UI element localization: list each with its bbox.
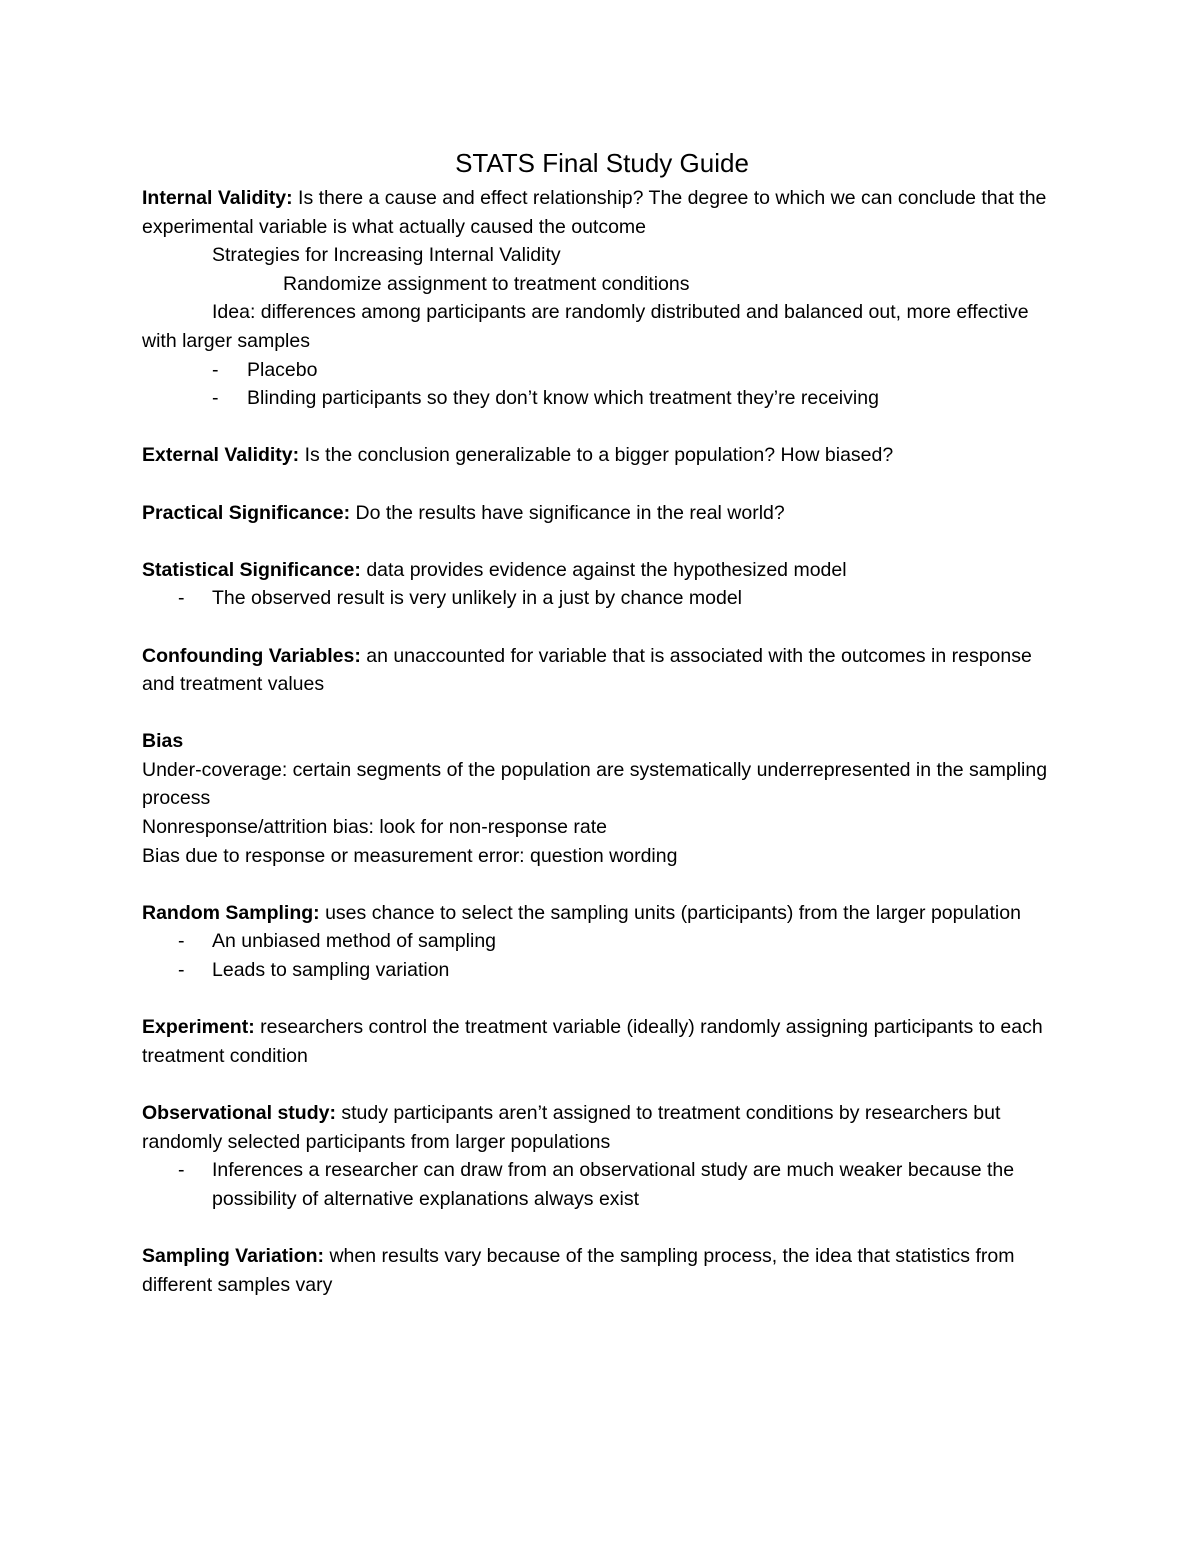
experiment-text: researchers control the treatment variable (ideally) randomly assigning participants to each treatment condition	[142, 1016, 1043, 1067]
bias-line: Nonresponse/attrition bias: look for non-response rate	[142, 816, 608, 839]
list-item-text: Placebo	[247, 358, 318, 381]
practical-significance-definition	[142, 499, 1062, 528]
practical-significance-text: Do the results have significance in the real world?	[350, 501, 785, 524]
observational-study-definition	[142, 1099, 1062, 1156]
page-title: STATS Final Study Guide	[455, 148, 749, 178]
statistical-significance-text: data provides evidence against the hypothesized model	[360, 558, 847, 581]
list-item-text: Inferences a researcher can draw from an observational study are much weaker because the possibility of alternative explanations always exist	[212, 1159, 1015, 1210]
list-item-text: An unbiased method of sampling	[212, 930, 497, 953]
term-statistical-significance: Statistical Significance:	[142, 558, 361, 581]
external-validity-text: Is the conclusion generalizable to a bigger population? How biased?	[299, 444, 894, 467]
external-validity-definition	[142, 441, 1062, 470]
strategies-heading: Strategies for Increasing Internal Validity	[212, 244, 561, 267]
idea-paragraph	[142, 298, 1062, 355]
statistical-significance-definition	[142, 556, 1062, 585]
observational-study-list	[142, 1156, 1062, 1213]
experiment-definition	[142, 1013, 1062, 1070]
sampling-variation-text: when results vary because of the sampling process, the idea that statistics from different samples vary	[142, 1244, 1015, 1296]
bias-heading	[142, 727, 1062, 756]
document-body	[142, 146, 1062, 1299]
list-item-text: Blinding participants so they don’t know which treatment they’re receiving	[247, 387, 879, 410]
random-sampling-list	[142, 927, 1062, 984]
dash-marker: -	[178, 587, 185, 610]
strategy-item: Randomize assignment to treatment conditions	[283, 272, 690, 295]
internal-validity-definition	[142, 184, 1062, 241]
observational-study-text: study participants aren’t assigned to treatment conditions by researchers but randomly selected participants from larger populations	[142, 1102, 1001, 1153]
dash-marker: -	[178, 1159, 185, 1182]
term-internal-validity: Internal Validity:	[142, 187, 293, 209]
term-random-sampling: Random Sampling:	[142, 901, 320, 924]
random-sampling-definition	[142, 899, 1062, 928]
dash-marker: -	[178, 930, 185, 953]
internal-validity-text: Is there a cause and effect relationship? The degree to which we can conclude that the experimental variable is what actually caused the outcome	[142, 187, 1047, 238]
list-item	[142, 384, 1062, 413]
list-item	[142, 356, 1062, 385]
term-practical-significance: Practical Significance:	[142, 501, 351, 524]
random-sampling-text: uses chance to select the sampling units (participants) from the larger population	[319, 901, 1021, 924]
statistical-significance-list	[142, 584, 1062, 613]
list-item-text: Leads to sampling variation	[212, 959, 450, 982]
idea-text: Idea: differences among participants are randomly distributed and balanced out, more effective with larger samples	[142, 301, 1029, 352]
term-external-validity: External Validity:	[142, 444, 300, 467]
list-item	[142, 1156, 1062, 1213]
list-item	[142, 927, 1062, 956]
term-confounding-variables: Confounding Variables:	[142, 644, 361, 667]
sampling-variation-definition	[142, 1242, 1062, 1299]
term-experiment: Experiment:	[142, 1016, 255, 1039]
dash-marker: -	[212, 387, 219, 410]
term-sampling-variation: Sampling Variation:	[142, 1244, 325, 1267]
term-observational-study: Observational study:	[142, 1102, 336, 1124]
term-bias: Bias	[142, 730, 184, 753]
list-item	[142, 956, 1062, 985]
list-item	[142, 584, 1062, 613]
list-item-text: The observed result is very unlikely in a just by chance model	[212, 587, 743, 610]
confounding-variables-definition	[142, 642, 1062, 699]
dash-marker: -	[212, 358, 219, 381]
bias-line: Bias due to response or measurement error: question wording	[142, 844, 678, 867]
confounding-variables-text: an unaccounted for variable that is associated with the outcomes in response and treatment values	[142, 644, 1032, 696]
internal-validity-list	[142, 356, 1062, 413]
bias-line: Under-coverage: certain segments of the population are systematically underrepresented in the sampling process	[142, 758, 1048, 810]
dash-marker: -	[178, 959, 185, 982]
